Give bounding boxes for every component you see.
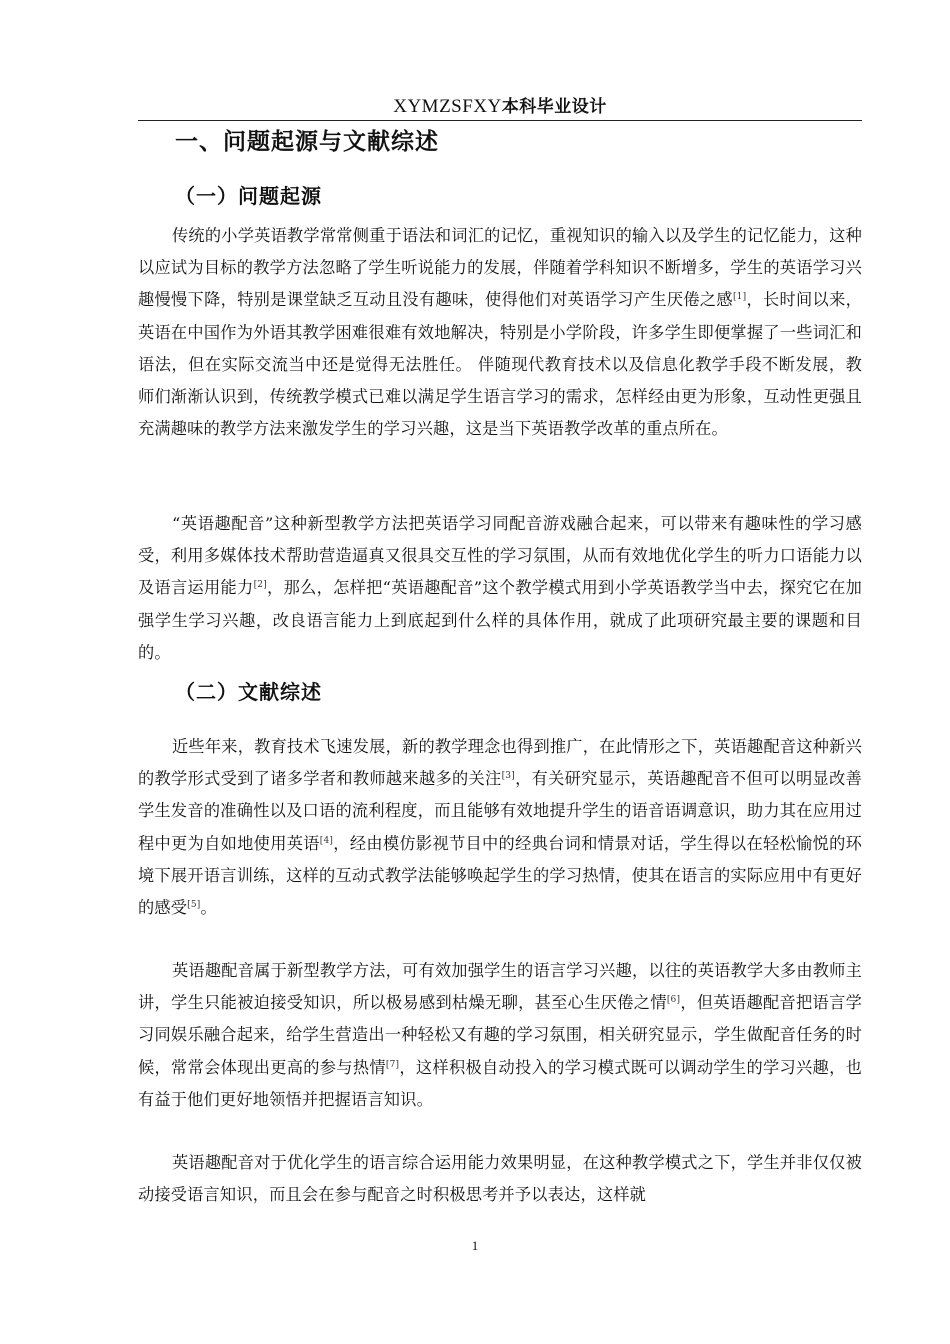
paragraph-text: ，那么，怎样把“英语趣配音”这个教学模式用到小学英语教学当中去，探究它在加强学生学习兴趣，改良语言能力上到底起到什么样的具体作用，就成了此项研究最主要的课题和目的。 (138, 578, 862, 662)
paragraph-text: 。 (200, 898, 217, 918)
paragraph-text: 传统的小学英语教学常常侧重于语法和词汇的记忆，重视知识的输入以及学生的记忆能力，这种以应试为目标的教学方法忽略了学生听说能力的发展，伴随着学科知识不断增多，学生的英语学习兴趣慢慢下降，特别是课堂缺乏互动且没有趣味，使得他们对英语学习产生厌倦之感 (138, 226, 862, 310)
citation-ref: [6] (666, 995, 681, 1006)
subsection-heading-origin: （一）问题起源 (175, 184, 322, 208)
paragraph (138, 1147, 862, 1211)
section-title: 一、问题起源与文献综述 (175, 129, 439, 155)
paragraph-text: ，但英语趣配音把语言学习同娱乐融合起来，给学生营造出一种轻松又有趣的学习氛围，相关研究显示，学生做配音任务的时候，常常会体现出更高的参与热情 (138, 993, 862, 1077)
paragraph (138, 220, 862, 445)
citation-ref: [1] (732, 292, 747, 303)
paragraph (138, 955, 862, 1116)
header-rule (138, 120, 862, 121)
paragraph-text: ，经由模仿影视节目中的经典台词和情景对话，学生得以在轻松愉悦的环境下展开语言训练，这样的互动式教学法能够唤起学生的学习热情，使其在语言的实际应用中有更好的感受 (138, 833, 862, 918)
paragraph-text: 近些年来，教育技术飞速发展，新的教学理念也得到推广，在此情形之下，英语趣配音这种新兴的教学形式受到了诸多学者和教师越来越多的关注 (138, 737, 862, 789)
citation-ref: [4] (319, 835, 334, 846)
page-header (138, 92, 862, 118)
header-code: XYMZSFXY (393, 96, 502, 117)
citation-ref: [5] (187, 900, 201, 911)
citation-ref: [3] (501, 771, 515, 782)
paragraph-text: ，这样积极自动投入的学习模式既可以调动学生的学习兴趣，也有益于他们更好地领悟并把握语言知识。 (138, 1057, 863, 1109)
paragraph-text: ，长时间以来，英语在中国作为外语其教学困难很难有效地解决，特别是小学阶段，许多学生即便掌握了一些词汇和语法，但在实际交流当中还是觉得无法胜任。 伴随现代教育技术以及信息化教学手段不断发展，教师们渐渐认识到，传统教学模式已难以满足学生语言学习的需求，怎样经由更为形象，互动性更强且充满趣味的教学方法来激发学生的学习兴趣，这是当下英语教学改革的重点所在。 (138, 290, 862, 439)
citation-ref: [7] (385, 1059, 400, 1070)
paragraph-text: ，有关研究显示，英语趣配音不但可以明显改善学生发音的准确性以及口语的流利程度，而且能够有效地提升学生的语音语调意识，助力其在应用过程中更为自如地使用英语 (138, 769, 862, 853)
page-number: 1 (471, 1238, 479, 1253)
paragraph-text: 英语趣配音对于优化学生的语言综合运用能力效果明显，在这种教学模式之下，学生并非仅仅被动接受语言知识，而且会在参与配音之时积极思考并予以表达，这样就 (138, 1153, 862, 1205)
citation-ref: [2] (253, 580, 267, 591)
paragraph (138, 508, 862, 669)
subsection-heading-review: （二）文献综述 (175, 680, 322, 704)
header-title: 本科毕业设计 (501, 97, 607, 117)
paragraph (138, 731, 862, 924)
paragraph-text: 英语趣配音属于新型教学方法，可有效加强学生的语言学习兴趣，以往的英语教学大多由教师主讲，学生只能被迫接受知识，所以极易感到枯燥无聊，甚至心生厌倦之情 (138, 961, 862, 1013)
paragraph-text: “英语趣配音”这种新型教学方法把英语学习同配音游戏融合起来，可以带来有趣味性的学习感受，利用多媒体技术帮助营造逼真又很具交互性的学习氛围，从而有效地优化学生的听力口语能力以及语言运用能力 (138, 514, 862, 598)
